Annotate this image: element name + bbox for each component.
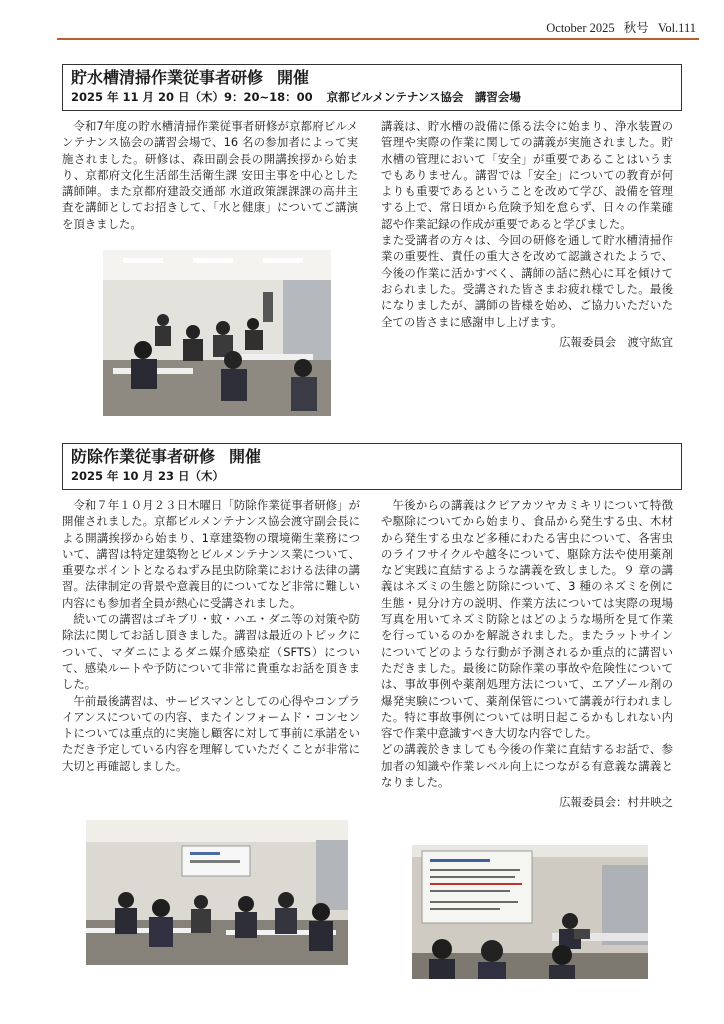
article2-right-column: [381, 497, 673, 811]
article2-title-box: [62, 443, 682, 490]
article2-title: 防除作業従事者研修: [71, 447, 216, 466]
article1-venue: 京都ビルメンテナンス協会 講習会場: [326, 90, 521, 104]
issue-season: 秋号: [623, 21, 649, 35]
article1-right-paragraph-2: また受講者の方々は、今回の研修を通して貯水槽清掃作業の重要性、責任の重大さを改めて認識されたようで、今後の作業に活かすべく、講師の話に熱心に耳を傾けておられました。受講された皆さまお疲れ様でした。最後になりましたが、講師の皆様を始め、ご協力いただいた全ての皆さまに感謝申し上げます。: [381, 233, 673, 329]
article2-title-suffix: 開催: [229, 447, 262, 466]
header-rule: [57, 38, 699, 40]
article1-title-suffix: 開催: [277, 68, 310, 87]
article1-left-paragraph: 令和7年度の貯水槽清掃作業従事者研修が京都府ビルメンテナンス協会の講習会場で、16 名の参加者によって実施されました。研修は、森田副会長の開講挨拶から始まり、京都府文化生活部生活衛生課 安田主事を中心とした講師陣。また京都府建設交通部 水道政策課課課の高井主査を講師としてお招きして、「水と健康」についてご講演を頂きました。: [62, 119, 358, 231]
article1-left-column: [62, 118, 358, 232]
article2-left-column: [62, 497, 360, 774]
article2-date: 2025 年 10 月 23 日（木）: [71, 469, 225, 483]
issue-header: [540, 18, 696, 36]
article2-left-paragraph-3: 午前最後講習は、サービスマンとしての心得やコンプライアンスについての内容、またインフォームド・コンセントについては重点的に実施し顧客に対して事前に承諾をいただき予定している内容を理解していただくことが非常に大切と再確認しました。: [62, 693, 360, 773]
article2-left-paragraph-2: 続いての講習はゴキブリ・蚊・ハエ・ダニ等の対策や防除法に関してお話し頂きました。講習は最近のトピックについて、マダニによるダニ媒介感染症（SFTS）について、感染ルートや予防について非常に貴重なお話を頂きました。: [62, 612, 360, 692]
article1-title: 貯水槽清掃作業従事者研修: [71, 68, 264, 87]
issue-volume: Vol.111: [657, 21, 696, 35]
article1-title-box: [62, 64, 682, 111]
article1-signature: 広報委員会 渡守紘宜: [559, 334, 673, 349]
article1-date: 2025 年 11 月 20 日（木）9：20~18：00: [71, 90, 313, 104]
article2-photo-right: [412, 845, 648, 979]
article2-right-paragraph-2: どの講義於きましても今後の作業に直結するお話で、参加者の知識や作業レベル向上につながる有意義な講義となりました。: [381, 742, 673, 790]
article2-signature: 広報委員会：村井映之: [559, 795, 673, 810]
issue-month-year: October 2025: [546, 21, 615, 35]
article1-right-column: [381, 118, 673, 350]
article2-photo-left: [86, 820, 348, 965]
article1-right-paragraph-1: 講義は、貯水槽の設備に係る法令に始まり、浄水装置の管理や実際の作業に関しての講義が実施されました。貯水槽の管理において「安全」が重要であることはいうまでもありません。講習では「安全」についての教育が何よりも重要であるということを改めて学び、設備を管理する上で、常日頃から危険予知を怠らず、日々の作業確認や作業記録の作成が重要であると学びました。: [381, 119, 673, 231]
article2-left-paragraph-1: 令和７年１０月２３日木曜日「防除作業従事者研修」が開催されました。京都ビルメンテナンス協会渡守副会長による開講挨拶から始まり、1章建築物の環境衛生業務について、講習は特定建築物とビルメンテナンス業について、重要なポイントとなるねずみ昆虫防除業における法律の講習。法律制定の背景や意義目的についてなど非常に難しい内容にも参加者全員が熱心に受講されました。: [62, 498, 360, 610]
article2-right-paragraph-1: 午後からの講義はクビアカツヤカミキリについて特徴や駆除についてから始まり、食品から発生する虫、木材から発生する虫など多種にわたる害虫について、各害虫のライフサイクルや越冬について、駆除方法や使用薬剤など実践に直結するような講義を致しました。９ 章の講義はネズミの生態と防除について、3 種のネズミを例に生態・見分け方の説明、作業方法については実際の現場写真を用いてネズミ防除とはどのような場所を見て作業を行っているのかを解説されました。またラットサインについてどのような行動が予測されるか重点的に講習いただきました。最後に防除作業の事故や危険性については、事故事例や薬剤処理方法について、エアゾール剤の爆発実験について、薬剤保管について講義が行われました。特に事故事例については明日起こるかもしれない内容で作業中意識すべき大切な内容でした。: [381, 498, 673, 741]
article1-photo: [103, 250, 331, 416]
